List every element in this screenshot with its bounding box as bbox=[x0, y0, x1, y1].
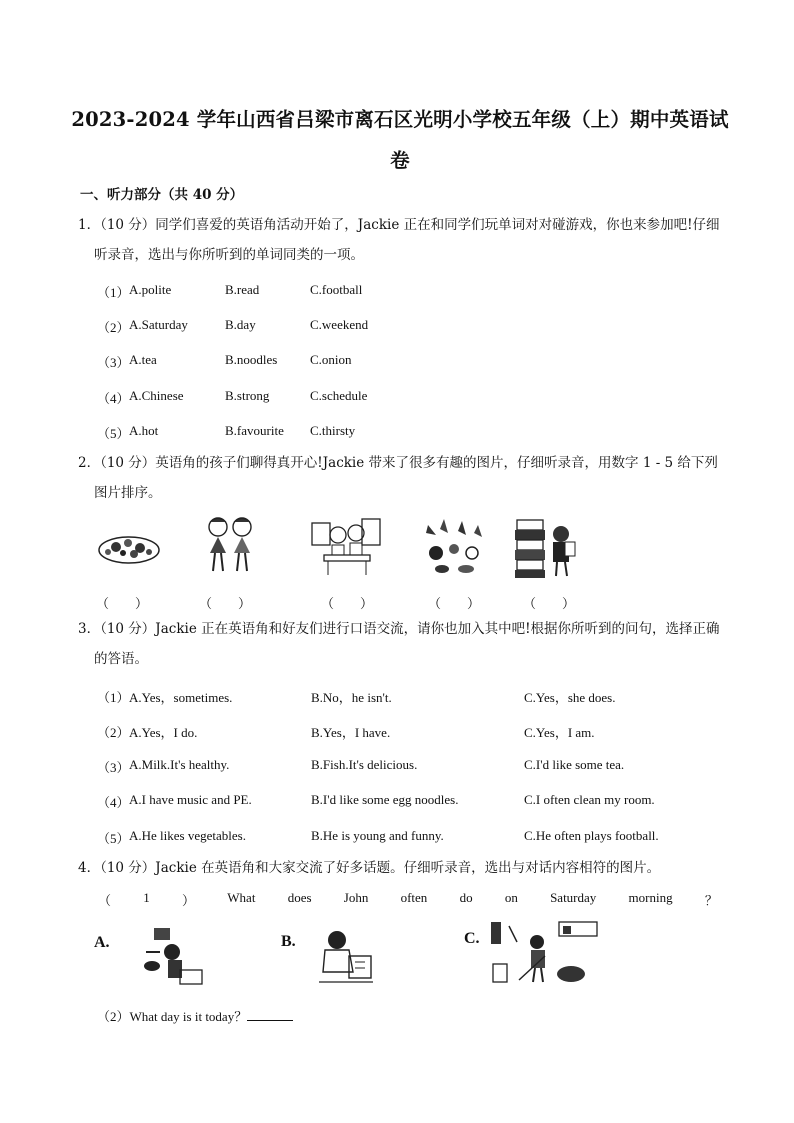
q3-item-4-option-c: C.I often clean my room. bbox=[524, 792, 655, 807]
q1-item-4-num: （4） bbox=[97, 391, 130, 406]
q3-item-4-option-a: A.I have music and PE. bbox=[129, 792, 252, 807]
question-1-line2: 听录音，选出与你所听到的单词同类的一项。 bbox=[94, 247, 364, 263]
q1-item-4-option-a: A.Chinese bbox=[129, 388, 184, 403]
q1-item-4-option-c: C.schedule bbox=[310, 388, 368, 403]
child-with-books-picture bbox=[513, 512, 583, 580]
q3-item-5-option-c: C.He often plays football. bbox=[524, 828, 659, 843]
q3-item-4-num: （4） bbox=[97, 795, 130, 810]
question-4-stem bbox=[78, 853, 723, 883]
two-children-picture bbox=[200, 513, 260, 577]
q3-item-4-option-b: B.I'd like some egg noodles. bbox=[311, 792, 459, 807]
sub1-word: ） bbox=[182, 893, 196, 908]
option-b-label: B. bbox=[281, 933, 296, 950]
q1-item-3-option-a: A.tea bbox=[129, 352, 157, 367]
q1-item-3-option-b: B.noodles bbox=[225, 352, 278, 367]
q3-item-2-option-a: A.Yes，I do. bbox=[129, 725, 198, 740]
q1-item-1-option-c: C.football bbox=[310, 282, 363, 297]
section-heading: 一、听力部分（共 40 分） bbox=[80, 187, 244, 203]
q1-item-5-option-c: C.thirsty bbox=[310, 423, 356, 438]
q3-item-1-num: （1） bbox=[97, 690, 130, 705]
sub1-word: （ bbox=[98, 893, 112, 908]
q1-item-5-option-b: B.favourite bbox=[225, 423, 284, 438]
picture-3-answer-blank[interactable]: （ ） bbox=[321, 596, 374, 611]
option-a-picture bbox=[134, 922, 208, 988]
q3-item-2-option-b: B.Yes，I have. bbox=[311, 725, 391, 740]
sub1-word: on bbox=[504, 890, 518, 905]
q1-item-2-option-a: A.Saturday bbox=[129, 317, 188, 332]
question-3-stem bbox=[78, 614, 723, 674]
question-3-line2: 的答语。 bbox=[94, 651, 148, 667]
picture-2-answer-blank[interactable]: （ ） bbox=[199, 596, 252, 611]
question-4-sub2 bbox=[97, 1006, 293, 1025]
sub1-word: does bbox=[287, 890, 312, 905]
q1-item-5-option-a: A.hot bbox=[129, 423, 159, 438]
q3-item-2-option-c: C.Yes，I am. bbox=[524, 725, 595, 740]
exam-title: 2023-2024 学年山西省吕梁市离石区光明小学校五年级（上）期中英语试 bbox=[71, 108, 729, 131]
q3-item-5-option-b: B.He is young and funny. bbox=[311, 828, 444, 843]
question-3-line1: 3．（10 分）Jackie 正在英语角和好友们进行口语交流，请你也加入其中吧!根据你所听到的问句，选择正确 bbox=[78, 621, 720, 637]
q3-item-1-option-c: C.Yes，she does. bbox=[524, 690, 616, 705]
q1-item-1-option-a: A.polite bbox=[129, 282, 172, 297]
option-c-label: C. bbox=[464, 930, 480, 947]
q1-item-5-num: （5） bbox=[97, 426, 130, 441]
option-a-label: A. bbox=[94, 934, 110, 951]
sub1-word: do bbox=[459, 890, 473, 905]
q3-item-5-option-a: A.He likes vegetables. bbox=[129, 828, 246, 843]
food-bowl-picture bbox=[96, 525, 162, 570]
question-2-stem bbox=[78, 448, 723, 508]
q1-item-2-option-c: C.weekend bbox=[310, 317, 369, 332]
q3-item-3-option-a: A.Milk.It's healthy. bbox=[129, 757, 230, 772]
option-b-picture bbox=[315, 926, 377, 986]
exam-title-continued: 卷 bbox=[390, 149, 410, 172]
picture-4-answer-blank[interactable]: （ ） bbox=[428, 596, 481, 611]
sub1-word: often bbox=[400, 890, 428, 905]
sub1-word: What bbox=[227, 890, 256, 905]
q1-item-2-num: （2） bbox=[97, 320, 130, 335]
q3-item-3-option-b: B.Fish.It's delicious. bbox=[311, 757, 418, 772]
q1-item-2-option-b: B.day bbox=[225, 317, 256, 332]
q1-item-1-num: （1） bbox=[97, 285, 130, 300]
sub1-word: 1 bbox=[143, 890, 150, 905]
question-1-line1: 1．（10 分）同学们喜爱的英语角活动开始了，Jackie 正在和同学们玩单词对对碰游戏，你也来参加吧!仔细 bbox=[78, 217, 720, 233]
q3-item-3-option-c: C.I'd like some tea. bbox=[524, 757, 625, 772]
sub2-text: （2）What day is it today？ bbox=[97, 1009, 248, 1024]
sub1-word: Saturday bbox=[550, 890, 597, 905]
sub1-word: ？ bbox=[704, 893, 718, 908]
sub1-word: John bbox=[343, 890, 369, 905]
picture-1-answer-blank[interactable]: （ ） bbox=[96, 596, 149, 611]
q3-item-2-num: （2） bbox=[97, 725, 130, 740]
children-at-table-picture bbox=[310, 515, 382, 577]
question-1-stem bbox=[78, 210, 723, 270]
q1-item-1-option-b: B.read bbox=[225, 282, 260, 297]
question-4-line1: 4．（10 分）Jackie 在英语角和大家交流了好多话题。仔细听录音，选出与对话内容相符的图片。 bbox=[78, 860, 661, 876]
q3-item-5-num: （5） bbox=[97, 831, 130, 846]
sub2-answer-blank[interactable] bbox=[247, 1008, 293, 1021]
sub1-word: morning bbox=[628, 890, 673, 905]
q1-item-3-num: （3） bbox=[97, 355, 130, 370]
option-c-picture bbox=[489, 918, 601, 988]
vegetables-picture bbox=[422, 515, 488, 577]
question-4-sub1 bbox=[98, 890, 718, 909]
q1-item-3-option-c: C.onion bbox=[310, 352, 352, 367]
picture-5-answer-blank[interactable]: （ ） bbox=[523, 596, 576, 611]
q3-item-3-num: （3） bbox=[97, 760, 130, 775]
question-2-line1: 2．（10 分）英语角的孩子们聊得真开心!Jackie 带来了很多有趣的图片，仔细听录音，用数字 1 - 5 给下列 bbox=[78, 455, 718, 471]
q3-item-1-option-a: A.Yes，sometimes. bbox=[129, 690, 233, 705]
q3-item-1-option-b: B.No，he isn't. bbox=[311, 690, 392, 705]
question-2-line2: 图片排序。 bbox=[94, 485, 162, 501]
q1-item-4-option-b: B.strong bbox=[225, 388, 270, 403]
